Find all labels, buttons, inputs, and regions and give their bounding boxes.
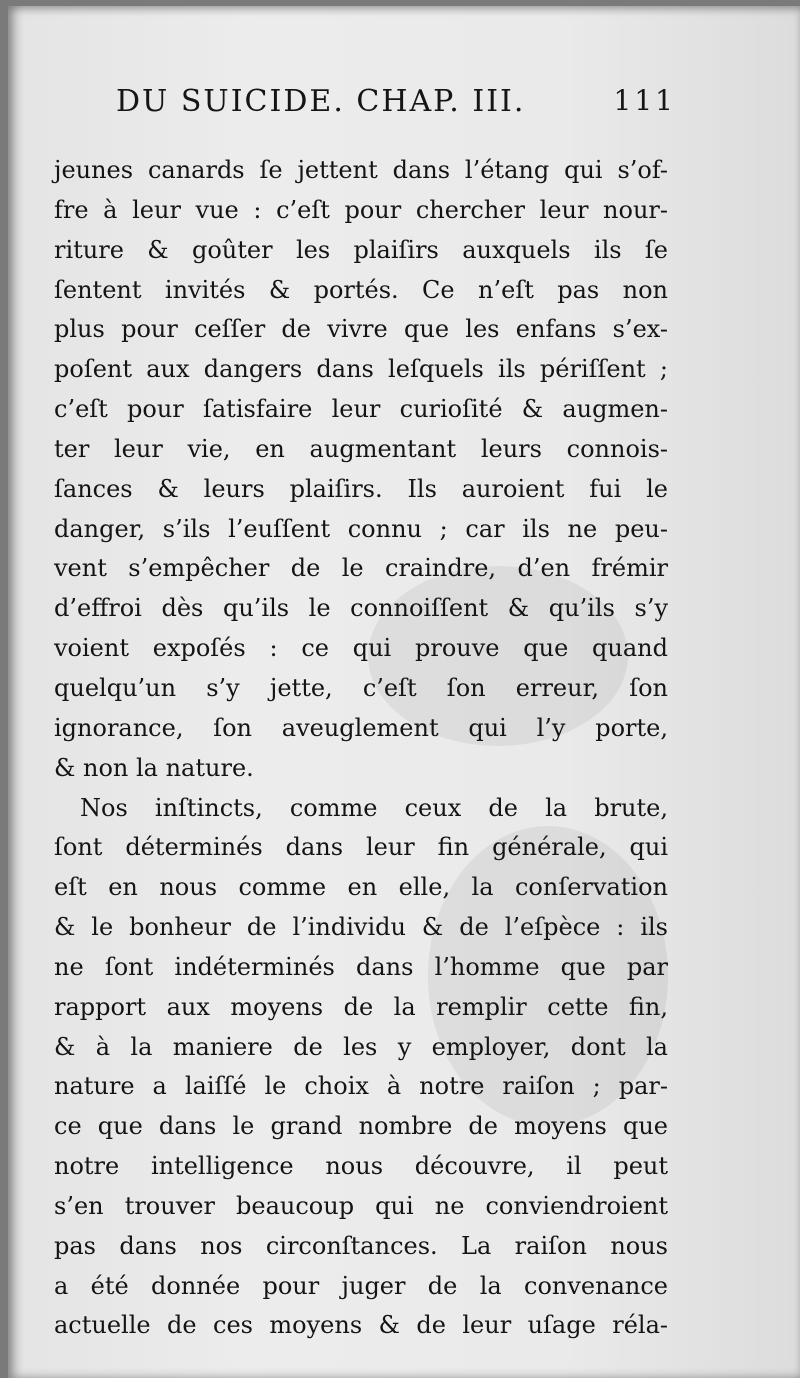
text-line: jeunes canards ſe jettent dans l’étang qui s’of- [54,156,668,184]
text-line: ne ſont indéterminés dans l’homme que par [54,952,668,981]
text-line: quelqu’un s’y jette, c’eſt ſon erreur, ſon [54,673,668,702]
text-line: & à la maniere de les y employer, dont la [54,1032,668,1061]
text-line: danger, s’ils l’euſſent connu ; car ils ne peu- [54,514,668,543]
text-line: ce que dans le grand nombre de moyens que [54,1112,668,1141]
text-line: c’eſt pour ſatisfaire leur curioſité & augmen- [54,395,668,424]
text-line: ſentent invités & portés. Ce n’eſt pas non [54,275,668,304]
text-line: d’effroi dès qu’ils le connoiſſent & qu’ils s’y [54,594,668,623]
text-line: & le bonheur de l’individu & de l’eſpèce : ils [54,913,668,942]
text-line: poſent aux dangers dans leſquels ils périſſent ; [54,355,668,384]
text-line: & non la nature. [54,753,254,782]
body-text [54,151,668,1346]
text-line: ter leur vie, en augmentant leurs connois- [54,434,668,463]
text-line: ſont déterminés dans leur fin générale, qui [54,833,668,862]
book-page [8,6,800,1378]
text-line: nature a laiſſé le choix à notre raiſon ; par- [54,1072,668,1101]
page-header [116,84,676,128]
text-line: notre intelligence nous découvre, il peut [54,1152,668,1181]
text-line: actuelle de ces moyens & de leur uſage réla- [54,1311,668,1340]
text-line: ſances & leurs plaiſirs. Ils auroient fui le [54,474,668,503]
text-line: pas dans nos circonſtances. La raiſon nous [54,1231,668,1260]
text-line: eſt en nous comme en elle, la conſervation [54,873,668,902]
text-line: ignorance, ſon aveuglement qui l’y porte, [54,713,668,742]
page-number: 111 [613,84,676,117]
text-line: Nos inſtincts, comme ceux de la brute, [80,793,668,822]
running-title: DU SUICIDE. CHAP. III. [116,84,526,119]
text-line: rapport aux moyens de la remplir cette fin, [54,992,668,1021]
text-line: fre à leur vue : c’eſt pour chercher leur nour- [54,195,668,224]
text-line: s’en trouver beaucoup qui ne conviendroient [54,1191,668,1220]
text-line: plus pour ceſſer de vivre que les enfans s’ex- [54,315,668,344]
text-line: voient expoſés : ce qui prouve que quand [54,634,668,663]
text-line: vent s’empêcher de le craindre, d’en frémir [54,554,668,583]
text-line: riture & goûter les plaiſirs auxquels ils ſe [54,235,668,264]
text-line: a été donnée pour juger de la convenance [54,1271,668,1300]
